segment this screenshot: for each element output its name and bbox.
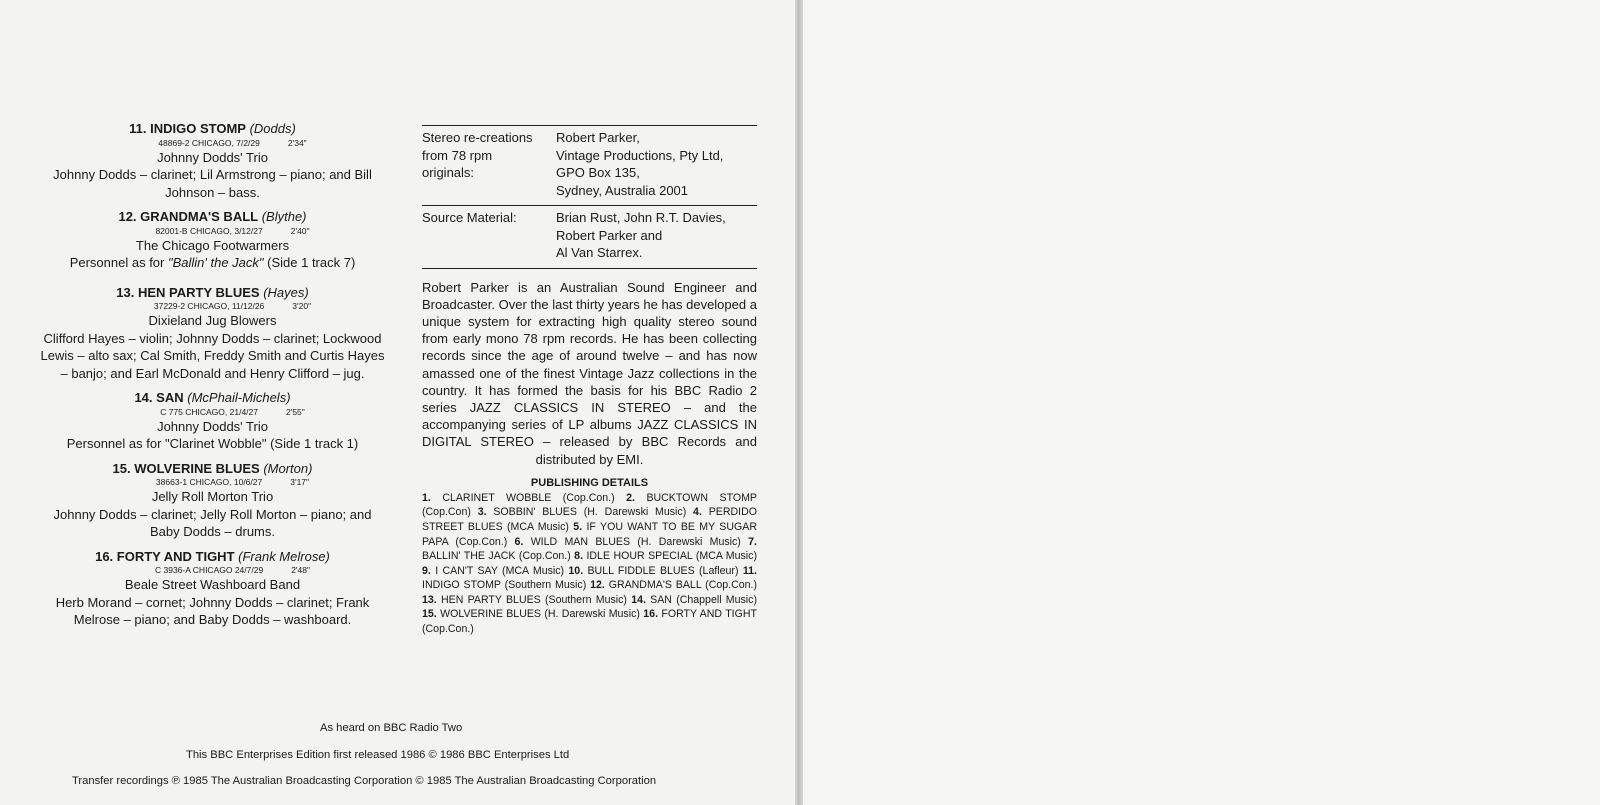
track-band: Johnny Dodds' Trio: [157, 149, 268, 165]
track-listing: [40, 120, 385, 636]
track-title-line: [40, 120, 385, 138]
track-title: INDIGO STOMP: [150, 121, 246, 136]
edition-note: This BBC Enterprises Edition first released 1986 © 1986 BBC Enterprises Ltd: [186, 749, 570, 761]
track-matrix: 48869-2 CHICAGO, 7/2/29: [158, 137, 260, 148]
track-band: Jelly Roll Morton Trio: [151, 489, 274, 504]
track-number: 12.: [118, 209, 137, 224]
publishing-number: 1.: [422, 491, 431, 504]
track-composer: (Hayes): [263, 284, 309, 300]
publishing-number: 11.: [742, 564, 757, 577]
transfer-note: Transfer recordings ℗ 1985 The Australian Broadcasting Corporation © 1985 The Australian Broadcasting Corporation: [72, 775, 657, 787]
credit-label: Source Material:: [422, 210, 517, 225]
track-personnel: Johnny Dodds – clarinet; Lil Armstrong – piano; and Bill Johnson – bass.: [53, 167, 372, 200]
track-personnel: Herb Morand – cornet; Johnny Dodds – clarinet; Frank Melrose – piano; and Baby Dodds – washboard.: [55, 594, 370, 627]
personnel-text: Personnel as for: [69, 255, 168, 270]
divider: [422, 268, 757, 269]
credit-value: Brian Rust, John R.T. Davies, Robert Parker and Al Van Starrex.: [556, 210, 726, 260]
publishing-entry: SAN (Chappell Music): [650, 593, 757, 606]
publishing-number: 2.: [626, 491, 635, 504]
publishing-entry: BUCKTOWN STOMP (Cop.Con): [422, 491, 757, 519]
track-title-line: [40, 389, 385, 407]
track-number: 11.: [129, 121, 147, 136]
track-composer: (Blythe): [261, 209, 307, 224]
publishing-entry: IF YOU WANT TO BE MY SUGAR PAPA (Cop.Con.): [422, 520, 757, 548]
publishing-entry: BALLIN' THE JACK (Cop.Con.): [422, 550, 571, 563]
track-13: [40, 284, 385, 383]
track-meta: [40, 301, 385, 312]
publishing-number: 14.: [631, 593, 646, 606]
track-band: Dixieland Jug Blowers: [148, 313, 277, 328]
publishing-entry: SOBBIN' BLUES (H. Darewski Music): [493, 506, 687, 519]
publishing-number: 8.: [574, 550, 584, 563]
track-title-line: [40, 460, 385, 478]
publishing-entry: FORTY AND TIGHT (Cop.Con.): [422, 608, 757, 636]
track-matrix: 38663-1 CHICAGO, 10/6/27: [155, 477, 263, 487]
radio-note: As heard on BBC Radio Two: [320, 722, 463, 734]
track-composer: (McPhail-Michels): [187, 390, 291, 405]
track-personnel: Johnny Dodds – clarinet; Jelly Roll Morton – piano; and Baby Dodds – drums.: [53, 506, 372, 539]
publishing-details: [422, 491, 757, 637]
publishing-entry: BULL FIDDLE BLUES (Lafleur): [587, 564, 739, 577]
track-duration: 3'20": [292, 301, 312, 311]
publishing-heading: PUBLISHING DETAILS: [530, 476, 649, 489]
booklet-spine: [795, 0, 803, 805]
track-matrix: C 3936-A CHICAGO 24/7/29: [154, 565, 264, 575]
track-matrix: C 775 CHICAGO, 21/4/27: [160, 406, 258, 417]
track-duration: 3'17": [290, 477, 310, 487]
track-personnel: Personnel as for "Clarinet Wobble" (Side 1 track 1): [66, 436, 359, 451]
track-meta: [40, 565, 385, 576]
track-duration: 2'34": [287, 137, 307, 148]
personnel-text: (Side 1 track 7): [263, 255, 356, 270]
track-composer: (Morton): [263, 460, 313, 476]
track-title: HEN PARTY BLUES: [137, 284, 260, 300]
publishing-entry: CLARINET WOBBLE (Cop.Con.): [442, 491, 615, 504]
track-band: Beale Street Washboard Band: [124, 577, 301, 592]
publishing-number: 3.: [477, 506, 487, 519]
track-duration: 2'48": [291, 565, 311, 575]
track-matrix: 82001-B CHICAGO, 3/12/27: [155, 225, 263, 236]
track-personnel: Clifford Hayes – violin; Johnny Dodds – clarinet; Lockwood Lewis – alto sax; Cal Smith, Freddy Smith and Curtis Hayes – banjo; and Earl McDonald and Henry Clifford – jug.: [40, 330, 385, 381]
publishing-entry: WILD MAN BLUES (H. Darewski Music): [530, 535, 741, 548]
track-number: 16.: [95, 548, 114, 564]
track-number: 13.: [116, 284, 135, 300]
track-personnel: [40, 254, 385, 272]
publishing-number: 9.: [422, 564, 431, 577]
publishing-number: 5.: [573, 520, 583, 533]
publishing-number: 7.: [748, 535, 757, 548]
track-12: [40, 208, 385, 272]
personnel-reference: "Ballin' the Jack": [167, 255, 264, 270]
publishing-entry: IDLE HOUR SPECIAL (MCA Music): [586, 550, 757, 563]
track-title: FORTY AND TIGHT: [116, 548, 235, 564]
track-composer: (Dodds): [249, 121, 296, 136]
track-number: 14.: [134, 390, 153, 405]
track-meta: [40, 226, 385, 237]
publishing-number: 13.: [422, 593, 437, 606]
track-meta: [40, 477, 385, 488]
publishing-number: 4.: [693, 506, 702, 519]
publishing-entry: INDIGO STOMP (Southern Music): [422, 579, 587, 592]
track-meta: [40, 407, 385, 418]
track-meta: [40, 138, 385, 149]
track-composer: (Frank Melrose): [238, 548, 330, 564]
track-title-line: [40, 284, 385, 302]
credit-stereo-recreations: [422, 126, 757, 205]
publishing-entry: PERDIDO STREET BLUES (MCA Music): [422, 506, 757, 533]
engineer-bio: Robert Parker is an Australian Sound Engineer and Broadcaster. Over the last thirty years he has developed a unique system for extracting high quality stereo sound from early mono 78 rpm records. He has been collecting records since the age of around twelve – and has now amassed one of the finest Vintage Jazz collections in the country. It has formed the basis for his BBC Radio 2 series JAZZ CLASSICS IN STEREO – and the accompanying series of LP albums JAZZ CLASSICS IN DIGITAL STEREO – released by BBC Records and distributed by EMI.: [422, 279, 757, 467]
track-16: [40, 548, 385, 629]
track-number: 15.: [112, 460, 131, 476]
track-title-line: [40, 548, 385, 566]
publishing-number: 15.: [422, 608, 437, 621]
credit-value: Robert Parker, Vintage Productions, Pty Ltd, GPO Box 135, Sydney, Australia 2001: [556, 130, 724, 198]
left-page: [0, 0, 795, 805]
publishing-number: 12.: [590, 579, 605, 592]
track-matrix: 37229-2 CHICAGO, 11/12/26: [153, 301, 265, 311]
publishing-entry: WOLVERINE BLUES (H. Darewski Music): [440, 608, 640, 621]
track-band: The Chicago Footwarmers: [135, 237, 290, 253]
credits-column: [422, 125, 757, 637]
track-title: WOLVERINE BLUES: [134, 460, 260, 476]
credit-label: Stereo re-creations from 78 rpm originals:: [422, 130, 533, 180]
track-title-line: [40, 208, 385, 226]
track-11: [40, 120, 385, 201]
publishing-number: 10.: [568, 564, 584, 577]
publishing-entry: HEN PARTY BLUES (Southern Music): [440, 593, 627, 606]
publishing-entry: GRANDMA'S BALL (Cop.Con.): [608, 579, 757, 592]
right-page-blank: [803, 0, 1600, 805]
track-band: Johnny Dodds' Trio: [157, 418, 268, 434]
publishing-entry: I CAN'T SAY (MCA Music): [435, 564, 565, 577]
track-15: [40, 460, 385, 541]
publishing-number: 16.: [643, 608, 659, 621]
track-14: [40, 389, 385, 453]
track-title: SAN: [156, 390, 184, 405]
track-duration: 2'55": [285, 406, 305, 417]
publishing-number: 6.: [514, 535, 524, 548]
track-title: GRANDMA'S BALL: [140, 209, 259, 224]
credit-source-material: [422, 206, 757, 268]
track-duration: 2'40": [290, 225, 310, 236]
